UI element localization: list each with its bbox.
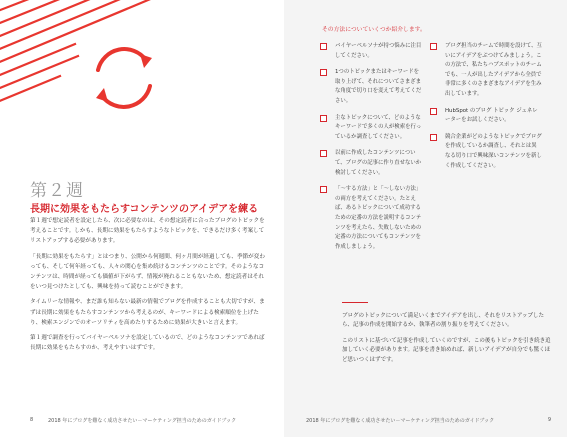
checkbox-icon (430, 134, 437, 141)
body-paragraph: ブログのトピックについて満足いくまでアイデアを出し、それをリストアップしたら、記事の作成を開始するか、執筆者の割り振りを考えてください。 (342, 313, 545, 329)
checklist-column-left (320, 42, 424, 259)
checklist-item (320, 42, 424, 61)
body-paragraph: タイムリーな情報や、まだ誰も知らない最新の情報でブログを作成することも大切ですが、まずは長期に効果をもたらすコンテンツから考えるのが、キーワードによる検索順位を上げたり、検索エンジンでのオーソリティを高めたりするために効果が大きいと言えます。 (30, 299, 265, 326)
checklist-item (320, 149, 424, 178)
checkbox-icon (320, 115, 327, 122)
checklist-item (320, 68, 424, 106)
checklist-item-text: ブログ担当のチームで時間を設けて、互いにアイデアをぶつけてみましょう。この方法で、私たちハブスポットのチームでも、一人が出したアイデアから全員で非常に多くのさまざまなアイデアを生み出しています。 (445, 43, 542, 97)
checklist-item-text: 「〜する方法」と「〜しない方法」の両方を考えてください。たとえば、あるトピックについて成功するための定番の方法を説明するコンテンツを考えたら、失敗しないための定番の方法についてもコンテンツを作成しましょう。 (335, 186, 422, 250)
week-title: 第２週 (30, 181, 84, 201)
checkbox-icon (320, 186, 327, 193)
section-heading: 長期に効果をもたらすコンテンツのアイデアを練る (30, 204, 259, 215)
checkbox-icon (320, 43, 327, 50)
checklist-item-text: 以前に作成したコンテンツについて、ブログの記事に作り直せないか検討してください。 (335, 150, 422, 176)
checkbox-icon (430, 43, 437, 50)
left-footer (30, 415, 268, 425)
body-paragraph: 第１週で調査を行ってバイヤーペルソナを設定しているので、どのようなコンテンツであれば長期に効果をもたらすのか、考えやすいはずです。 (30, 335, 265, 352)
body-paragraph: 第１週で想定読者を設定したら、次に必要なのは、その想定読者に合ったブログのトピックを考えることです。しかも、長期に効果をもたらすようなトピックを、できるだけ多く考案してリストアップする必要があります。 (30, 218, 265, 245)
checklist-item (320, 114, 424, 143)
page-number: 8 (30, 417, 34, 423)
checkbox-icon (320, 150, 327, 157)
right-footer (306, 415, 551, 425)
checklist-column-right (430, 42, 542, 178)
checklist-item (430, 42, 542, 100)
page-number: 9 (547, 417, 551, 423)
checklist-item (430, 107, 542, 126)
body-paragraph: このリストに基づいて記事を作成していくのですが、この後もトピックを引き続き追加していく必要があります。記事を書き始めれば、新しいアイデアが自分でも驚くほど思いつくはずです。 (342, 337, 551, 363)
checklist-item (430, 133, 542, 171)
sync-arrows-icon (82, 36, 166, 120)
intro-text: その方法についていくつか紹介します。 (322, 27, 426, 33)
right-page (284, 0, 567, 437)
checklist-item (320, 185, 424, 252)
checklist-item-text: 主なトピックについて、どのようなキーワードで多くの人が検索を行っているか調査してください。 (335, 114, 422, 140)
checklist-item-text: バイヤーペルソナが持つ悩みに注目してください。 (335, 43, 422, 59)
checkbox-icon (430, 108, 437, 115)
footer-text: 2018 年にブログを難なく成功させたい－マーケティング担当のためのガイドブック (306, 417, 495, 424)
left-body-text (30, 216, 268, 358)
checkbox-icon (320, 69, 327, 76)
checklist-item-text: HubSpot のブログ トピック ジェネレーターをお試しください。 (445, 107, 538, 124)
checklist-item-text: 競合企業がどのようなトピックでブログを作成しているか調査し、それとは異なる切り口で興味深いコンテンツを新しく作成してください。 (445, 133, 542, 169)
body-paragraph: 「長期に効果をもたらす」とはつまり、公開から何週間、何ヶ月間が経過しても、季節が変わっても、そして何年経っても、人々の関心を集め続けるコンテンツのことです。そのようなコンテンツは、時間が経っても価値が下がらず、情報が廃れることもないため、想定読者はそれをいつ見つけたとしても、興味を持って読むことができます。 (30, 253, 265, 291)
section-divider (342, 302, 368, 303)
footer-text: 2018 年にブログを難なく成功させたい－マーケティング担当のためのガイドブック (48, 417, 237, 424)
right-body-text (342, 312, 552, 371)
checklist-item-text: 1つのトピックまたはキーワードを取り上げて、それについてさまざまな角度で切り口を変えて考えてください。 (335, 69, 422, 104)
